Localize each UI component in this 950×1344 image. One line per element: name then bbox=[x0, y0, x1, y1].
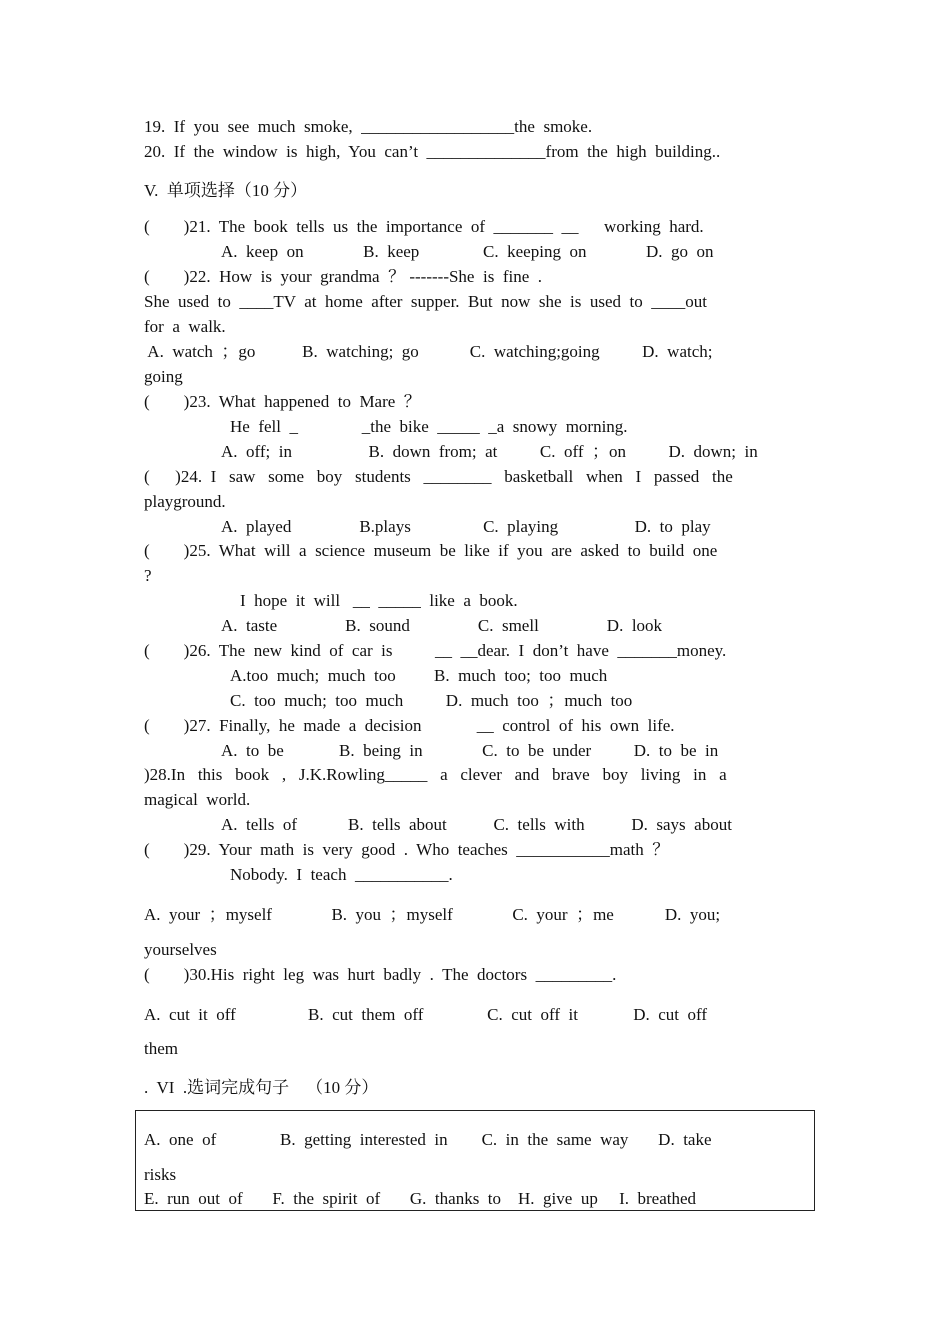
question-23: ( )23. What happened to Mare ？ bbox=[144, 392, 421, 411]
question-23-sentence: He fell _ _the bike _____ _a snowy morning. bbox=[230, 417, 628, 436]
question-28: )28.In this book , J.K.Rowling_____ a clever and brave boy living in a bbox=[144, 765, 727, 784]
question-22: ( )22. How is your grandma ？ -------She is fine . bbox=[144, 267, 542, 286]
question-25-options: A. taste B. sound C. smell D. look bbox=[221, 616, 663, 635]
question-26-options-1: A.too much; much too B. much too; too much bbox=[230, 666, 608, 685]
question-21: ( )21. The book tells us the importance of _______ __ working hard. bbox=[144, 217, 704, 236]
question-27: ( )27. Finally, he made a decision __ control of his own life. bbox=[144, 716, 675, 735]
question-24: ( )24. I saw some boy students ________ basketball when I passed the bbox=[144, 467, 733, 486]
question-25-sentence: I hope it will __ _____ like a book. bbox=[240, 591, 518, 610]
question-26-options-2: C. too much; too much D. much too ；much too bbox=[230, 691, 633, 710]
question-29-options: A. your ；myself B. you ；myself C. your ；me D. you; bbox=[144, 905, 721, 924]
question-25-cont: ? bbox=[144, 566, 152, 585]
question-27-options: A. to be B. being in C. to be under D. to be in bbox=[221, 741, 719, 760]
word-bank-line-2: risks bbox=[144, 1165, 177, 1184]
section-heading-v: V. 单项选择（10 分） bbox=[144, 181, 308, 200]
question-25: ( )25. What will a science museum be like if you are asked to build one bbox=[144, 541, 718, 560]
question-23-options: A. off; in B. down from; at C. off ；on D. down; in bbox=[221, 442, 758, 461]
question-20: 20. If the window is high, You can’t ______________from the high building.. bbox=[144, 142, 721, 161]
question-28-cont: magical world. bbox=[144, 790, 251, 809]
word-bank-line-1: A. one of B. getting interested in C. in the same way D. take bbox=[144, 1130, 712, 1149]
question-29-sentence: Nobody. I teach ___________. bbox=[230, 865, 453, 884]
question-28-options: A. tells of B. tells about C. tells with D. says about bbox=[221, 815, 732, 834]
question-22-text-cont: for a walk. bbox=[144, 317, 226, 336]
question-21-options: A. keep on B. keep C. keeping on D. go on bbox=[221, 242, 714, 261]
question-22-text: She used to ____TV at home after supper. But now she is used to ____out bbox=[144, 292, 707, 311]
question-22-options-cont: going bbox=[144, 367, 183, 386]
question-24-options: A. played B.plays C. playing D. to play bbox=[221, 517, 711, 536]
question-30-options: A. cut it off B. cut them off C. cut off it D. cut off bbox=[144, 1005, 708, 1024]
question-29: ( )29. Your math is very good . Who teaches ___________math ？ bbox=[144, 840, 670, 859]
question-24-cont: playground. bbox=[144, 492, 226, 511]
section-heading-vi: . VI .选词完成句子 （10 分） bbox=[144, 1078, 379, 1097]
question-29-options-cont: yourselves bbox=[144, 940, 217, 959]
question-22-options: A. watch ；go B. watching; go C. watching;going D. watch; bbox=[144, 342, 713, 361]
question-30-options-cont: them bbox=[144, 1039, 178, 1058]
question-19: 19. If you see much smoke, __________________the smoke. bbox=[144, 117, 593, 136]
question-26: ( )26. The new kind of car is __ __dear. I don’t have _______money. bbox=[144, 641, 727, 660]
question-30: ( )30.His right leg was hurt badly . The doctors _________. bbox=[144, 965, 617, 984]
word-bank-line-3: E. run out of F. the spirit of G. thanks to H. give up I. breathed bbox=[144, 1189, 697, 1208]
